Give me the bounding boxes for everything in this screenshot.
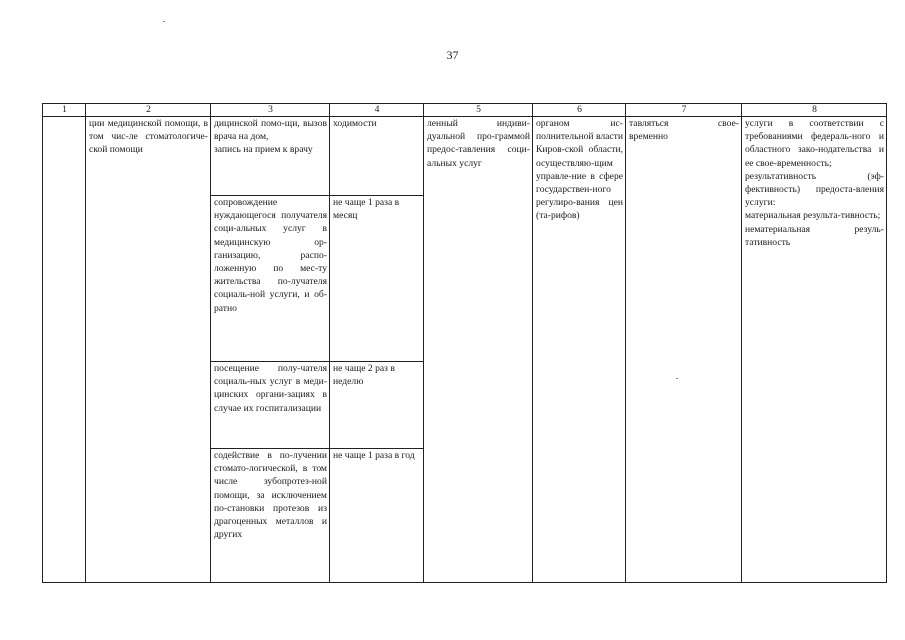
conditions-line [629, 117, 739, 130]
service-content-text: посещение полу-чателя социаль-ных услуг в меди-цинских органи-зациях в случае их госпитализации [214, 363, 327, 414]
column-number: 8 [742, 104, 887, 117]
cell-frequency [330, 117, 424, 196]
timing-text: ленный индиви-дуальной про-граммой предос-тавления соци-альных услуг [427, 118, 530, 169]
conditions-text: временно [629, 131, 668, 143]
cell-quality-indicators [742, 117, 887, 583]
cell-tariff [533, 117, 626, 583]
column-number: 4 [330, 104, 424, 117]
column-number: 3 [211, 104, 330, 117]
column-number: 5 [424, 104, 533, 117]
service-content-text: запись на прием к врачу [214, 144, 313, 156]
column-number: 2 [86, 104, 211, 117]
frequency-text: ходимости [333, 118, 377, 129]
column-number-row [43, 104, 887, 117]
tariff-text: органом ис-полнительной власти Киров-ской области, осуществляю-щим управле-ние в сфере государствен-ного регулиро-вания цен (та-рифов) [536, 118, 623, 222]
cell-conditions [626, 117, 742, 583]
service-content-text: содействие в по-лучении стомато-логической, в том числе зубопротез-ной помощи, за исключением по-становки протезов из драгоценных металлов и других [214, 450, 327, 541]
services-table [42, 103, 887, 583]
cell-frequency [330, 449, 424, 583]
quality-text: материальная результа-тивность; [745, 210, 881, 222]
column-number: 7 [626, 104, 742, 117]
quality-text: результативность (эф-фективность) предоста-вления услуги: [745, 170, 884, 209]
cell-service-name [86, 117, 211, 583]
service-content-text: сопровождение нуждающегося получателя соци-альных услуг в медицинскую ор-ганизацию, распо-ложенную по мес-ту жительства по-лучателя социаль-ной услуги, и об-ратно [214, 197, 327, 314]
cell-number [43, 117, 86, 583]
cell-service-content [211, 449, 330, 583]
frequency-text: не чаще 2 раз в неделю [333, 363, 395, 388]
cell-frequency [330, 196, 424, 362]
page-number: 37 [446, 48, 459, 62]
service-row [43, 117, 887, 196]
cell-frequency [330, 362, 424, 449]
column-number: 6 [533, 104, 626, 117]
conditions-text: тавляться [629, 118, 669, 129]
quality-text: нематериальная резуль-тативность [745, 223, 884, 248]
cell-service-content [211, 196, 330, 362]
cell-service-content [211, 362, 330, 449]
service-content-text: дицинской помо-щи, вызов врача на дом, [214, 118, 327, 143]
scan-speck [163, 21, 165, 22]
quality-text: услуги в соответствии с требованиями федераль-ного и областного зако-нодательства и ее свое-временность; [745, 118, 884, 169]
column-number: 1 [43, 104, 86, 117]
conditions-text: свое- [717, 118, 739, 129]
frequency-text: не чаще 1 раза в месяц [333, 197, 400, 222]
cell-timing [424, 117, 533, 583]
cell-service-content [211, 117, 330, 196]
frequency-text: не чаще 1 раза в год [333, 450, 415, 461]
service-name-text: ции медицинской помощи, в том чис-ле стоматологиче-ской помощи [89, 118, 208, 156]
